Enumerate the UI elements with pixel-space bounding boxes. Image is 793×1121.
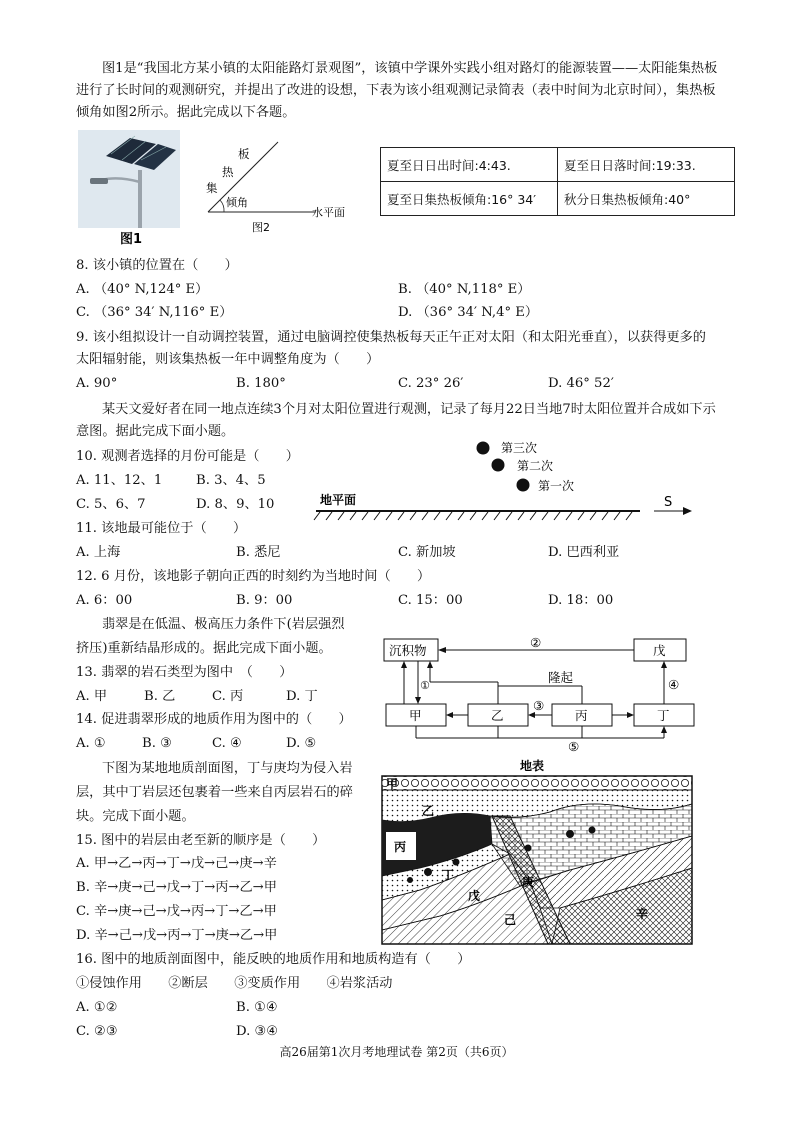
fig2-label-ban: 板	[238, 147, 250, 161]
q12-option-a: A. 6：00	[76, 593, 133, 608]
geo-ji: 己	[504, 913, 517, 927]
q15-option-b: B. 辛→庚→己→戊→丁→丙→乙→甲	[76, 880, 277, 895]
cycle-bing: 丙	[575, 708, 588, 723]
q11-stem: 11. 该地最可能位于（ ）	[76, 521, 247, 536]
tilt-angle-figure	[190, 140, 360, 240]
q10-stem: 10. 观测者选择的月份可能是（ ）	[76, 449, 299, 464]
q10-option-a: A. 11、12、1	[76, 473, 163, 488]
q13-option-a: A. 甲	[76, 689, 108, 704]
cycle-sediment: 沉积物	[389, 643, 427, 658]
cycle-ding: 丁	[657, 708, 670, 723]
geo-wu: 戊	[468, 889, 481, 903]
q9-option-d: D. 46° 52′	[548, 376, 614, 391]
table-cell: 夏至日日出时间:4:43.	[381, 148, 558, 182]
q13-option-c: C. 丙	[212, 689, 244, 704]
table-cell: 夏至日日落时间:19:33.	[558, 148, 735, 182]
label-third: 第三次	[501, 441, 538, 455]
q14-option-a: A. ①	[76, 736, 106, 751]
cycle-n3: ③	[533, 698, 545, 713]
fig2-label-re: 热	[222, 165, 234, 179]
label-second: 第二次	[517, 459, 554, 473]
q10-option-d: D. 8、9、10	[196, 497, 275, 512]
q14-stem: 14. 促进翡翠形成的地质作用为图中的（ ）	[76, 712, 352, 727]
q12-option-d: D. 18：00	[548, 593, 614, 608]
q8-option-c: C. （36° 34′ N,116° E）	[76, 305, 233, 320]
q8-stem: 8. 该小镇的位置在（ ）	[76, 258, 238, 273]
table-row	[381, 148, 735, 182]
geo-jia: 甲	[386, 777, 399, 791]
q11-option-d: D. 巴西利亚	[548, 545, 620, 560]
table-cell: 秋分日集热板倾角:40°	[558, 182, 735, 216]
q13-stem: 13. 翡翠的岩石类型为图中 （ ）	[76, 665, 293, 680]
q12-stem: 12. 6 月份，该地影子朝向正西的时刻约为当地时间（ ）	[76, 569, 431, 584]
geo-bing: 丙	[394, 840, 407, 854]
sun-dot-first	[517, 479, 530, 492]
q11-option-a: A. 上海	[76, 545, 121, 560]
q8-option-b: B. （40° N,118° E）	[398, 282, 531, 297]
q16-option-b: B. ①④	[236, 1000, 278, 1015]
q9-option-b: B. 180°	[236, 376, 286, 391]
cycle-n5: ⑤	[568, 739, 580, 754]
q11-option-b: B. 悉尼	[236, 545, 281, 560]
fig2-caption: 图2	[252, 221, 270, 234]
q16-option-d: D. ③④	[236, 1024, 279, 1039]
rock-cycle-diagram	[380, 632, 698, 754]
ground-label: 地平面	[320, 493, 357, 507]
q15-stem: 15. 图中的岩层由老至新的顺序是（ ）	[76, 833, 326, 848]
sun-dot-third	[477, 442, 490, 455]
fig2-angle-label: 倾角	[226, 196, 248, 209]
q16-option-a: A. ①②	[76, 1000, 118, 1015]
intro-paragraph-1: 图1是“我国北方某小镇的太阳能路灯景观图”，该镇中学课外实践小组对路灯的能源装置——太阳能集热板进行了长时间的观测研究，并提出了改进的设想，下表为该小组观测记录简表（表中时间为北京时间），集热板倾角如图2所示。据此完成以下各题。	[76, 61, 718, 120]
q16-option-c: C. ②③	[76, 1024, 118, 1039]
intro-paragraph-4c: 块。完成下面小题。	[76, 809, 195, 824]
geo-yi: 乙	[422, 804, 435, 818]
q14-option-c: C. ④	[212, 736, 242, 751]
cycle-yi: 乙	[491, 708, 504, 723]
cycle-n2: ②	[530, 635, 542, 650]
fig2-horizon-label: 水平面	[312, 206, 345, 219]
geo-surface-label: 地表	[520, 759, 545, 773]
q8-option-d: D. （36° 34′ N,4° E）	[398, 305, 539, 320]
q9-option-a: A. 90°	[76, 376, 118, 391]
intro-paragraph-4b: 层，其中丁岩层还包裹着一些来自丙层岩石的碎	[76, 785, 353, 800]
q9-option-c: C. 23° 26′	[398, 376, 464, 391]
cycle-n4: ④	[668, 677, 680, 692]
cycle-uplift: 隆起	[548, 670, 574, 685]
observation-table	[380, 147, 735, 216]
cycle-wu: 戊	[653, 643, 666, 658]
fig2-label-ji: 集	[206, 181, 218, 195]
q15-option-c: C. 辛→庚→己→戊→丙→丁→乙→甲	[76, 904, 277, 919]
q15-option-a: A. 甲→乙→丙→丁→戊→己→庚→辛	[76, 856, 277, 871]
cycle-n1: ①	[420, 679, 430, 692]
q11-option-c: C. 新加坡	[398, 545, 456, 560]
geo-ding: 丁	[442, 868, 455, 882]
intro-paragraph-4a: 下图为某地地质剖面图，丁与庚均为侵入岩	[102, 761, 353, 776]
sun-position-figure	[312, 432, 697, 524]
intro-paragraph-3b: 挤压)重新结晶形成的。据此完成下面小题。	[76, 641, 332, 656]
q13-option-b: B. 乙	[144, 689, 176, 704]
cycle-jia: 甲	[409, 708, 422, 723]
q10-option-b: B. 3、4、5	[196, 473, 266, 488]
south-label: S	[664, 495, 673, 510]
geologic-section-figure	[380, 758, 698, 946]
intro-paragraph-2: 某天文爱好者在同一地点连续3个月对太阳位置进行观测，记录了每月22日当地7时太阳位置并合成如下示意图。据此完成下面小题。	[76, 402, 716, 439]
q16-stem: 16. 图中的地质剖面图中，能反映的地质作用和地质构造有（ ）	[76, 952, 471, 967]
page-footer: 高26届第1次月考地理试卷 第2页（共6页）	[279, 1045, 514, 1059]
q8-option-a: A. （40° N,124° E）	[76, 282, 209, 297]
fig1-caption: 图1	[120, 232, 143, 247]
q9-stem: 9. 该小组拟设计一自动调控装置，通过电脑调控使集热板每天正午正对太阳（和太阳光垂直），以获得更多的太阳辐射能，则该集热板一年中调整角度为（ ）	[76, 330, 706, 367]
q12-option-c: C. 15：00	[398, 593, 463, 608]
q16-items: ①侵蚀作用 ②断层 ③变质作用 ④岩浆活动	[76, 976, 393, 991]
sun-dot-second	[492, 459, 505, 472]
q12-option-b: B. 9：00	[236, 593, 293, 608]
geo-geng: 庚	[522, 875, 535, 889]
q10-option-c: C. 5、6、7	[76, 497, 146, 512]
q13-option-d: D. 丁	[286, 689, 318, 704]
q15-option-d: D. 辛→己→戊→丙→丁→庚→乙→甲	[76, 928, 278, 943]
geo-xin: 辛	[636, 907, 649, 921]
label-first: 第一次	[538, 479, 575, 493]
solar-lamp-figure	[78, 130, 180, 248]
table-cell: 夏至日集热板倾角:16° 34′	[381, 182, 558, 216]
table-row	[381, 182, 735, 216]
intro-paragraph-3a: 翡翠是在低温、极高压力条件下(岩层强烈	[102, 617, 345, 632]
q14-option-b: B. ③	[142, 736, 172, 751]
q14-option-d: D. ⑤	[286, 736, 317, 751]
